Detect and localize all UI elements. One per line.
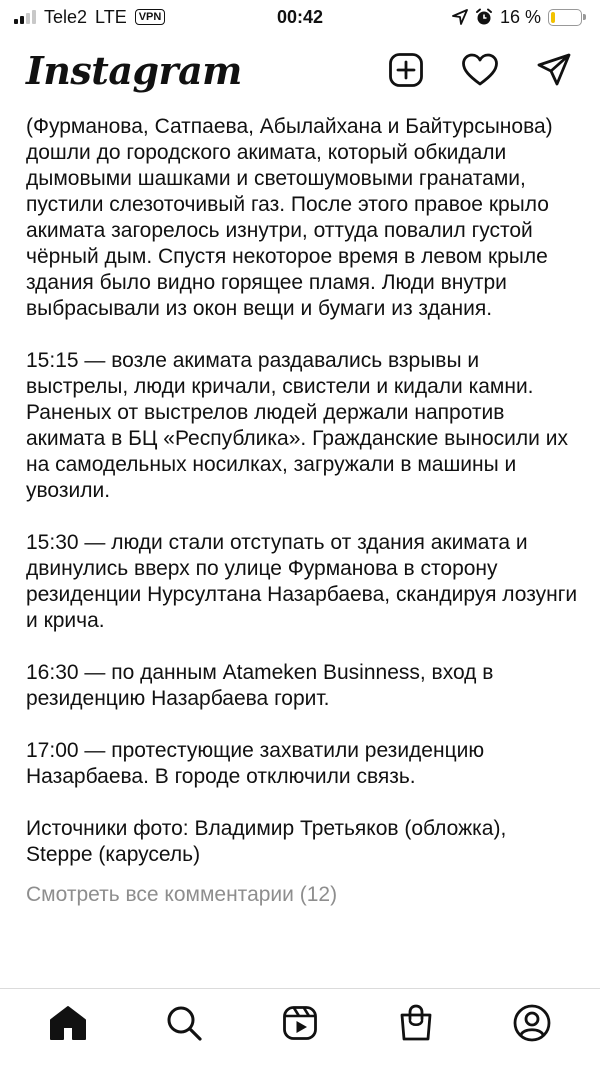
nav-search[interactable] xyxy=(162,1001,206,1045)
caption-paragraph: (Фурманова, Сатпаева, Абылайхана и Байтурсынова) дошли до городского акимата, который обкидали дымовыми шашками и светошумовыми гранатами, пустили слезоточивый газ. После этого правое крыло акимата загорелось изнутри, оттуда повалил густой чёрный дым. Спустя некоторое время в левом крыле здания было видно горящее пламя. Люди внутри выбрасывали из окон вещи и бумаги из здания. xyxy=(26,115,553,320)
signal-strength-icon xyxy=(14,10,36,24)
view-all-comments-link[interactable]: Смотреть все комментарии (12) xyxy=(26,883,338,906)
nav-shop[interactable] xyxy=(394,1001,438,1045)
profile-icon xyxy=(513,1004,551,1042)
add-post-button[interactable] xyxy=(386,50,426,90)
battery-percent: 16 % xyxy=(499,6,541,27)
status-bar xyxy=(0,0,600,34)
battery-icon xyxy=(548,9,582,26)
nav-home[interactable] xyxy=(46,1001,90,1045)
caption-paragraph: Источники фото: Владимир Третьяков (обложка), Steppe (карусель) xyxy=(26,817,507,866)
heart-icon xyxy=(461,53,499,87)
location-arrow-icon xyxy=(452,9,468,25)
header-actions xyxy=(386,50,574,90)
status-left xyxy=(14,7,165,28)
home-icon xyxy=(49,1005,87,1041)
status-right xyxy=(452,7,582,28)
caption-paragraph: 17:00 — протестующие захватили резиденцию Назарбаева. В городе отключили связь. xyxy=(26,739,485,788)
carrier-name: Tele2 xyxy=(44,6,88,27)
nav-profile[interactable] xyxy=(510,1001,554,1045)
add-post-icon xyxy=(388,52,424,88)
caption-paragraph: 15:30 — люди стали отступать от здания акимата и двинулись вверх по улице Фурманова в сторону резиденции Нурсултана Назарбаева, скандируя лозунги и крича. xyxy=(26,531,578,632)
shop-icon xyxy=(398,1004,434,1042)
network-type: LTE xyxy=(95,6,127,27)
caption-paragraph: 16:30 — по данным Atameken Businness, вход в резиденцию Назарбаева горит. xyxy=(26,661,494,710)
vpn-badge: VPN xyxy=(135,9,166,25)
caption-paragraph: 15:15 — возле акимата раздавались взрывы и выстрелы, люди кричали, свистели и кидали камни. Раненых от выстрелов людей держали напротив акимата в БЦ «Республика». Гражданские выносили их на самодельных носилках, загружали в машины и увозили. xyxy=(26,349,568,502)
direct-message-icon xyxy=(536,52,572,88)
nav-reels[interactable] xyxy=(278,1001,322,1045)
direct-messages-button[interactable] xyxy=(534,50,574,90)
battery-level-fill xyxy=(551,12,555,23)
activity-button[interactable] xyxy=(460,50,500,90)
post-caption xyxy=(26,114,578,908)
reels-icon xyxy=(282,1005,318,1041)
status-time: 00:42 xyxy=(276,6,324,27)
app-header xyxy=(0,34,600,106)
search-icon xyxy=(166,1005,202,1041)
instagram-logo[interactable]: Instagram xyxy=(26,47,242,93)
bottom-nav xyxy=(0,988,600,1066)
alarm-clock-icon xyxy=(475,8,493,26)
